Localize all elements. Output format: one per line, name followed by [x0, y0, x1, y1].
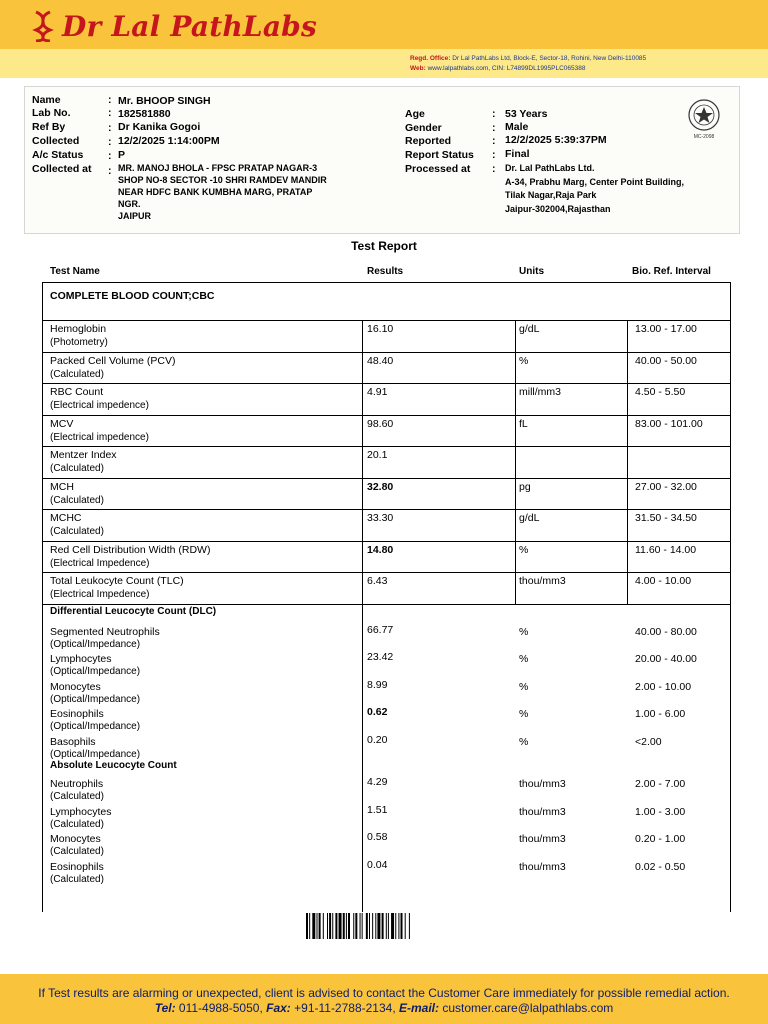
acstatus-label: A/c Status	[32, 149, 84, 161]
processedat-label: Processed at	[405, 163, 471, 175]
test-name: Neutrophils	[50, 778, 104, 790]
colon: :	[492, 149, 496, 161]
logo	[32, 8, 317, 44]
test-unit: thou/mm3	[519, 575, 566, 587]
test-unit: %	[519, 354, 529, 367]
report-status: Final	[505, 148, 530, 160]
test-method: (Optical/Impedance)	[50, 748, 141, 760]
barcode-bar	[327, 913, 328, 939]
test-result: 4.91	[367, 386, 388, 398]
test-method: (Calculated)	[50, 791, 104, 802]
barcode-bar	[346, 913, 347, 939]
test-name: Monocytes	[50, 680, 101, 693]
test-ref-interval: 4.00 - 10.00	[635, 575, 692, 587]
barcode-bar	[355, 913, 357, 939]
column-header-results: Results	[367, 266, 404, 277]
patient-name: Mr. BHOOP SINGH	[118, 95, 211, 107]
test-unit: fL	[519, 417, 528, 430]
test-result: 1.51	[367, 803, 388, 816]
name-label: Name	[32, 94, 61, 106]
office-address: Regd. Office: Dr Lal PathLabs Ltd, Block-E, Sector-18, Rohini, New Delhi-110085 Web: www.lalpathlabs.com, CIN: L74899DL1995PLC065388	[410, 55, 647, 72]
test-unit: %	[519, 653, 529, 665]
test-result: 32.80	[367, 480, 394, 493]
reportstatus-label: Report Status	[405, 149, 474, 161]
test-unit: thou/mm3	[519, 778, 566, 790]
alc-heading: Absolute Leucocyte Count	[50, 760, 177, 771]
column-header-ref-interval: Bio. Ref. Interval	[632, 266, 711, 277]
test-result: 0.62	[367, 706, 388, 718]
test-name: MCH	[50, 480, 74, 493]
test-ref-interval: 11.60 - 14.00	[635, 543, 697, 556]
colon: :	[108, 165, 112, 177]
barcode-bar	[395, 913, 396, 939]
test-method: (Calculated)	[50, 494, 104, 506]
test-ref-interval: 31.50 - 34.50	[635, 512, 697, 524]
barcode-bar	[401, 913, 403, 939]
test-ref-interval: 2.00 - 7.00	[635, 778, 686, 790]
gender-label: Gender	[405, 122, 442, 134]
lab-number: 182581880	[118, 108, 171, 120]
barcode-bar	[372, 913, 373, 939]
test-method: (Electrical impedence)	[50, 431, 149, 443]
barcode-bar	[317, 913, 318, 939]
barcode-bar	[323, 913, 324, 939]
test-name: Lymphocytes	[50, 653, 112, 665]
ac-status: P	[118, 149, 126, 161]
test-method: (Electrical Impedence)	[50, 589, 150, 600]
test-name: Packed Cell Volume (PCV)	[50, 354, 176, 367]
test-ref-interval: 20.00 - 40.00	[635, 653, 697, 665]
test-name: Segmented Neutrophils	[50, 625, 160, 638]
test-method: (Optical/Impedance)	[50, 693, 141, 705]
test-method: (Electrical Impedence)	[50, 557, 150, 569]
barcode-bar	[388, 913, 389, 939]
labno-label: Lab No.	[32, 107, 71, 119]
test-unit: %	[519, 625, 529, 638]
barcode-bar	[332, 913, 333, 939]
svg-text:MC-2098: MC-2098	[693, 134, 715, 140]
ref-by: Dr Kanika Gogoi	[118, 121, 201, 133]
test-method: (Optical/Impedance)	[50, 638, 141, 650]
test-ref-interval: 0.02 - 0.50	[635, 860, 686, 873]
test-unit: %	[519, 680, 529, 693]
test-name: Eosinophils	[50, 708, 104, 720]
test-method: (Calculated)	[50, 463, 104, 474]
test-ref-interval: 2.00 - 10.00	[635, 680, 692, 693]
test-method: (Calculated)	[50, 846, 104, 857]
test-method: (Calculated)	[50, 818, 104, 830]
test-method: (Optical/Impedance)	[50, 721, 141, 732]
test-name: Monocytes	[50, 833, 101, 845]
test-name: MCV	[50, 417, 74, 430]
test-name: Total Leukocyte Count (TLC)	[50, 575, 184, 587]
section-title: COMPLETE BLOOD COUNT;CBC	[50, 290, 215, 302]
test-name: Lymphocytes	[50, 805, 112, 818]
barcode-bar	[377, 913, 380, 939]
test-method: (Calculated)	[50, 873, 104, 885]
age-label: Age	[405, 108, 425, 120]
table-column-divider	[515, 320, 516, 604]
gender: Male	[505, 121, 529, 133]
test-unit: %	[519, 543, 529, 556]
accreditation-seal-icon	[686, 98, 722, 140]
test-name: RBC Count	[50, 386, 104, 398]
barcode-bar	[329, 913, 331, 939]
refby-label: Ref By	[32, 121, 66, 133]
barcode-bar	[382, 913, 384, 939]
test-result: 20.1	[367, 449, 388, 461]
test-result: 14.80	[367, 543, 394, 556]
test-name: MCHC	[50, 512, 82, 524]
dna-logo-icon	[32, 10, 54, 42]
test-unit: thou/mm3	[519, 805, 566, 818]
test-ref-interval: 0.20 - 1.00	[635, 833, 686, 845]
collected-time: 12/2/2025 1:14:00PM	[118, 135, 220, 147]
test-result: 33.30	[367, 512, 394, 524]
test-unit: pg	[519, 480, 531, 493]
test-unit: thou/mm3	[519, 833, 566, 845]
test-method: (Calculated)	[50, 368, 104, 380]
colon: :	[108, 150, 112, 162]
test-result: 0.58	[367, 831, 388, 843]
test-name: Eosinophils	[50, 860, 104, 873]
barcode-bar	[312, 913, 315, 939]
barcode-bar	[360, 913, 361, 939]
processing-address: Dr. Lal PathLabs Ltd. A-34, Prabhu Marg, Center Point Building, Tilak Nagar,Raja Park Jaipur-302004,Rajasthan	[505, 163, 685, 214]
age: 53 Years	[505, 108, 548, 120]
test-name: Red Cell Distribution Width (RDW)	[50, 543, 211, 556]
test-method: (Photometry)	[50, 337, 108, 348]
test-method: (Electrical impedence)	[50, 400, 149, 411]
barcode-bar	[375, 913, 376, 939]
colon: :	[108, 107, 112, 119]
test-method: (Calculated)	[50, 526, 104, 537]
barcode-bar	[343, 913, 345, 939]
test-name: Mentzer Index	[50, 449, 117, 461]
barcode	[306, 913, 470, 939]
reported-time: 12/2/2025 5:39:37PM	[505, 134, 607, 146]
colon: :	[492, 135, 496, 147]
table-column-divider	[627, 320, 628, 604]
colon: :	[108, 136, 112, 148]
test-result: 4.29	[367, 776, 388, 788]
column-header-units: Units	[519, 266, 544, 277]
test-result: 16.10	[367, 323, 394, 335]
test-unit: mill/mm3	[519, 386, 561, 398]
test-result: 0.04	[367, 858, 388, 871]
footer-advisory: If Test results are alarming or unexpected, client is advised to contact the Customer Care immediately for possible remedial action.	[38, 986, 730, 1000]
test-unit: %	[519, 708, 529, 720]
test-ref-interval: 1.00 - 3.00	[635, 805, 686, 818]
barcode-bar	[335, 913, 337, 939]
barcode-bar	[348, 913, 350, 939]
test-unit: g/dL	[519, 512, 540, 524]
table-column-divider	[362, 320, 363, 604]
test-unit: g/dL	[519, 323, 540, 335]
barcode-bar	[306, 913, 308, 939]
test-ref-interval: 13.00 - 17.00	[635, 323, 697, 335]
column-header-test-name: Test Name	[50, 266, 100, 277]
logo-text: Dr Lal PathLabs	[62, 9, 317, 43]
test-ref-interval: 40.00 - 80.00	[635, 625, 697, 638]
barcode-bar	[398, 913, 399, 939]
barcode-bar	[405, 913, 406, 939]
colon: :	[108, 122, 112, 134]
collection-address: MR. MANOJ BHOLA - FPSC PRATAP NAGAR-3 SHOP NO-8 SECTOR -10 SHRI RAMDEV MANDIR NEAR HDFC BANK KUMBHA MARG, PRATAP NGR. JAIPUR	[118, 163, 327, 221]
barcode-bar	[339, 913, 342, 939]
test-ref-interval: 83.00 - 101.00	[635, 417, 703, 430]
test-ref-interval: 27.00 - 32.00	[635, 480, 697, 493]
test-result: 0.20	[367, 733, 388, 746]
colon: :	[492, 108, 496, 120]
colon: :	[108, 94, 112, 106]
table-column-divider	[362, 604, 363, 913]
colon: :	[492, 163, 496, 175]
barcode-bar	[369, 913, 370, 939]
footer-contact: Tel: 011-4988-5050, Fax: +91-11-2788-2134, E-mail: customer.care@lalpathlabs.com	[154, 1001, 614, 1015]
barcode-bar	[353, 913, 354, 939]
test-result: 23.42	[367, 651, 394, 663]
test-name: Basophils	[50, 735, 96, 748]
test-ref-interval: <2.00	[635, 735, 662, 748]
collected-label: Collected	[32, 135, 80, 147]
test-ref-interval: 40.00 - 50.00	[635, 354, 697, 367]
test-result: 8.99	[367, 678, 388, 691]
test-result: 6.43	[367, 575, 388, 587]
table-border-right	[730, 282, 731, 912]
barcode-bar	[391, 913, 394, 939]
table-border-top	[42, 282, 731, 283]
test-result: 98.60	[367, 417, 394, 430]
table-border-left	[42, 282, 43, 912]
test-ref-interval: 4.50 - 5.50	[635, 386, 686, 398]
test-unit: %	[519, 735, 529, 748]
barcode-bar	[386, 913, 387, 939]
test-method: (Optical/Impedance)	[50, 666, 141, 677]
report-title: Test Report	[351, 239, 417, 253]
collectedat-label: Collected at	[32, 163, 92, 175]
barcode-bar	[362, 913, 363, 939]
test-name: Hemoglobin	[50, 323, 107, 335]
reported-label: Reported	[405, 135, 452, 147]
dlc-heading: Differential Leucocyte Count (DLC)	[50, 605, 217, 617]
test-unit: thou/mm3	[519, 860, 566, 873]
barcode-bar	[309, 913, 310, 939]
test-ref-interval: 1.00 - 6.00	[635, 708, 686, 720]
test-result: 48.40	[367, 354, 394, 367]
barcode-bar	[409, 913, 410, 939]
colon: :	[492, 122, 496, 134]
barcode-bar	[366, 913, 368, 939]
barcode-bar	[319, 913, 321, 939]
test-result: 66.77	[367, 623, 394, 636]
table-row-divider	[42, 604, 731, 605]
